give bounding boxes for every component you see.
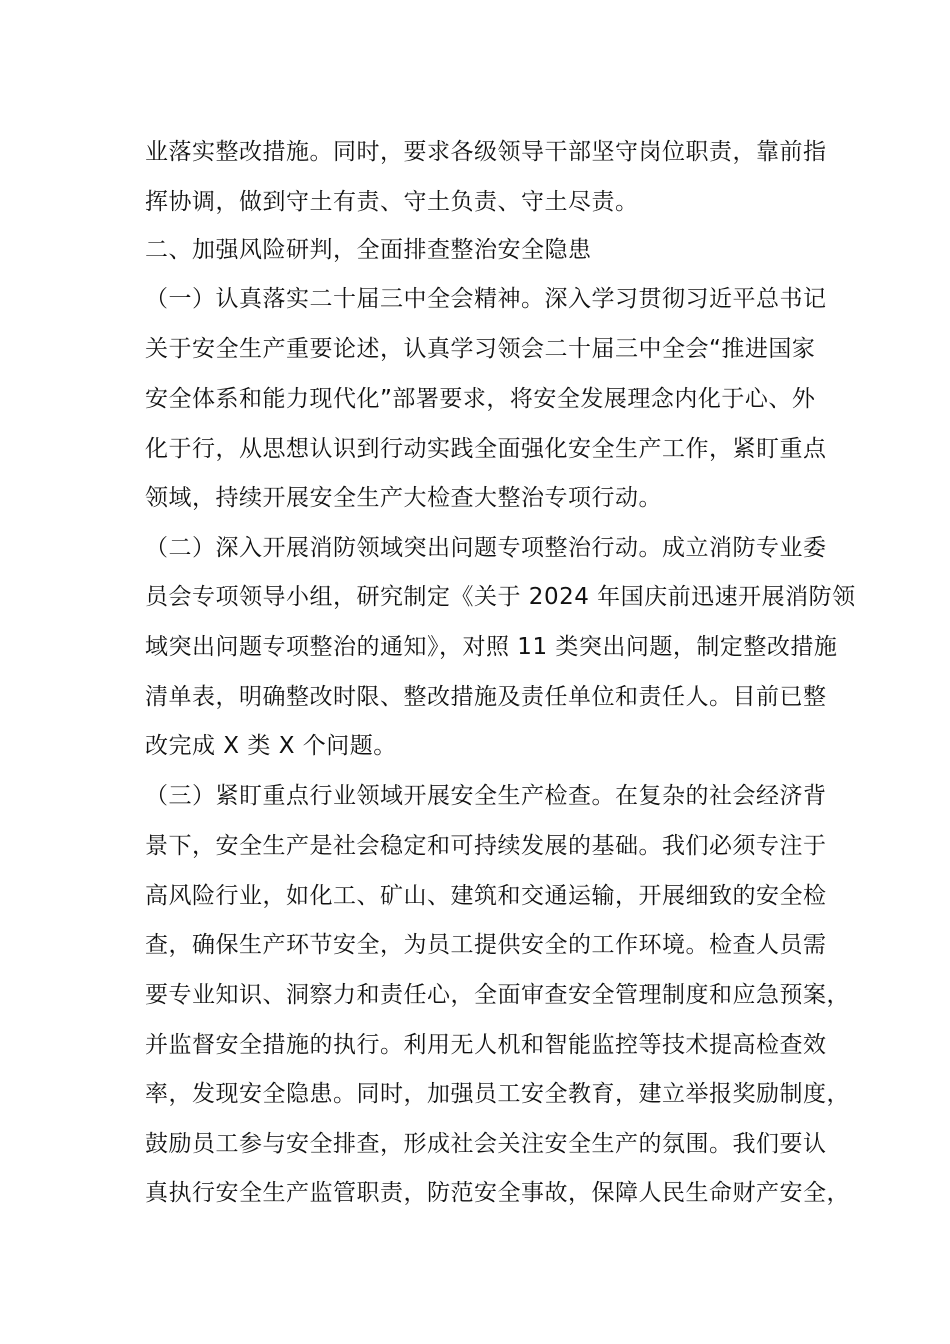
text-line: （二）深入开展消防领域突出问题专项整治行动。成立消防专业委	[145, 535, 827, 561]
text-line: 真执行安全生产监管职责，防范安全事故，保障人民生命财产安全，	[145, 1180, 850, 1206]
text-line: 并监督安全措施的执行。利用无人机和智能监控等技术提高检查效	[145, 1032, 827, 1058]
text-line: 率，发现安全隐患。同时，加强员工安全教育，建立举报奖励制度，	[145, 1081, 850, 1107]
text-line: 安全体系和能力现代化”部署要求，将安全发展理念内化于心、外	[145, 386, 816, 412]
text-line: 清单表，明确整改时限、整改措施及责任单位和责任人。目前已整	[145, 684, 827, 710]
text-line: 关于安全生产重要论述，认真学习领会二十届三中全会“推进国家	[145, 336, 816, 362]
text-line: 鼓励员工参与安全排查，形成社会关注安全生产的氛围。我们要认	[145, 1131, 827, 1157]
text-line: 改完成 X 类 X 个问题。	[145, 733, 397, 759]
text-line: 员会专项领导小组，研究制定《关于 2024 年国庆前迅速开展消防领	[145, 584, 856, 610]
text-line: 要专业知识、洞察力和责任心，全面审查安全管理制度和应急预案，	[145, 982, 850, 1008]
section-heading: 二、加强风险研判，全面排查整治安全隐患	[145, 237, 592, 263]
text-line: 高风险行业，如化工、矿山、建筑和交通运输，开展细致的安全检	[145, 883, 827, 909]
text-line: 查，确保生产环节安全，为员工提供安全的工作环境。检查人员需	[145, 932, 827, 958]
text-line: 挥协调，做到守土有责、守土负责、守土尽责。	[145, 189, 639, 215]
text-line: 景下，安全生产是社会稳定和可持续发展的基础。我们必须专注于	[145, 833, 827, 859]
text-line: 域突出问题专项整治的通知》，对照 11 类突出问题，制定整改措施	[145, 634, 838, 660]
text-line: （三）紧盯重点行业领域开展安全生产检查。在复杂的社会经济背	[145, 783, 827, 809]
text-line: 领域，持续开展安全生产大检查大整治专项行动。	[145, 485, 662, 511]
text-line: 业落实整改措施。同时，要求各级领导干部坚守岗位职责，靠前指	[145, 139, 827, 165]
text-line: （一）认真落实二十届三中全会精神。深入学习贯彻习近平总书记	[145, 286, 827, 312]
text-line: 化于行，从思想认识到行动实践全面强化安全生产工作，紧盯重点	[145, 436, 827, 462]
